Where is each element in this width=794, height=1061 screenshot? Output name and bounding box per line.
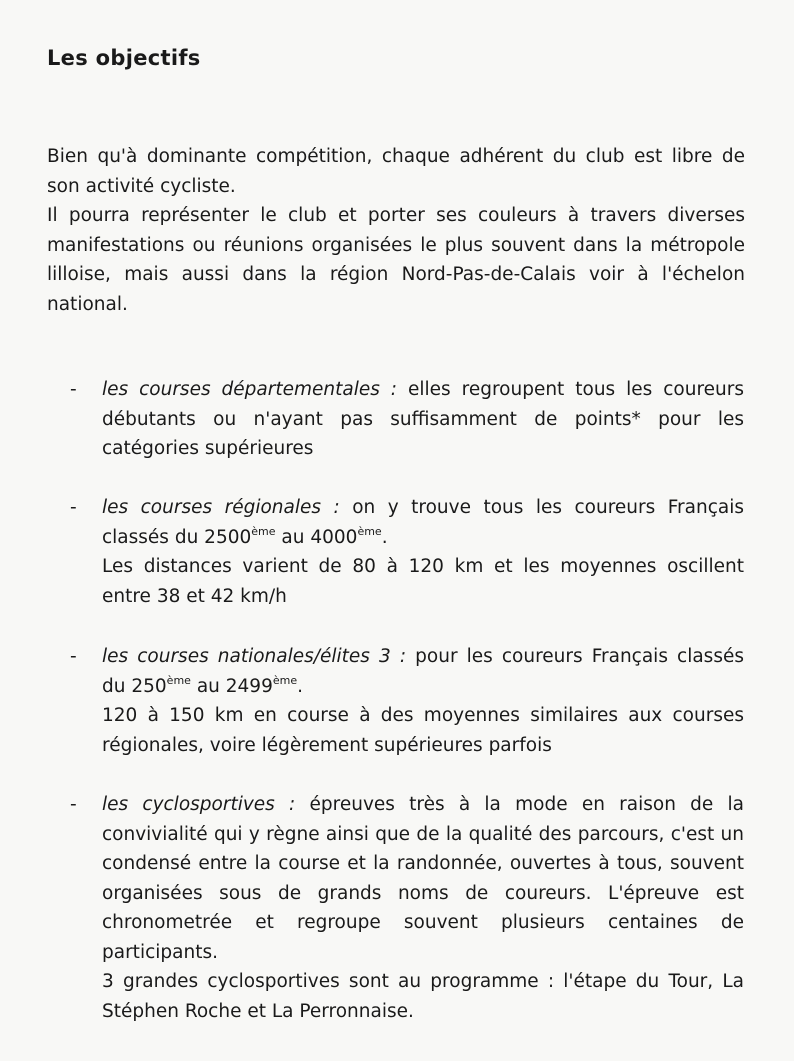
list-item-text-2: Les distances varient de 80 à 120 km et les moyennes oscillent entre 38 et 42 km/h [102, 556, 744, 607]
list-item-body [102, 642, 744, 760]
list-dash: - [70, 646, 77, 667]
term-description: épreuves très à la mode en raison de la convivialité qui y règne ainsi que de la qualité des parcours, c'est un condensé entre la course et la randonnée, ouvertes à tous, souvent organisées sous de grands noms de coureurs. L'épreuve est chronometrée et regroupe souvent plusieurs centaines de participants. [102, 794, 744, 963]
term-description-cont: au 4000 [275, 526, 358, 548]
intro-section [47, 142, 745, 319]
superscript: ème [251, 524, 276, 538]
term-description-end: . [297, 675, 303, 697]
page-title: Les objectifs [47, 46, 201, 70]
list-item-body [102, 790, 744, 1026]
term-description: elles regroupent tous les coureurs débutants ou n'ayant pas suffisamment de points* pour les catégories supérieures [102, 379, 744, 459]
superscript: ème [166, 673, 191, 687]
list-item-text-2: 3 grandes cyclosportives sont au programme : l'étape du Tour, La Stéphen Roche et La Perronnaise. [102, 971, 744, 1022]
term-label: les courses nationales/élites 3 : [102, 646, 407, 667]
term-description: pour les coureurs Français classés du 250 [102, 646, 744, 697]
list-item-text-2: 120 à 150 km en course à des moyennes similaires aux courses régionales, voire légèrement supérieures parfois [102, 705, 744, 756]
term-description: on y trouve tous les coureurs Français classés du 2500 [102, 497, 744, 548]
list-dash: - [70, 379, 77, 400]
list-dash: - [70, 497, 77, 518]
list-item-text [102, 493, 744, 552]
intro-paragraph-1: Bien qu'à dominante compétition, chaque adhérent du club est libre de son activité cycliste. [47, 146, 745, 197]
intro-paragraph-2: Il pourra représenter le club et porter ses couleurs à travers diverses manifestations ou réunions organisées le plus souvent dans la métropole lilloise, mais aussi dans la région Nord-Pas-de-Calais voir à l'échelon national. [47, 205, 745, 315]
list-item-text [102, 790, 744, 967]
list-item-text [102, 375, 744, 464]
superscript: ème [272, 673, 298, 687]
list-dash: - [70, 794, 77, 815]
term-description-end: . [381, 526, 388, 548]
superscript: ème [357, 524, 382, 538]
term-label: les courses régionales : [102, 497, 340, 518]
term-label: les courses départementales : [102, 379, 398, 400]
list-item-body [102, 493, 744, 611]
term-description-cont: au 2499 [190, 675, 273, 697]
list-item-body [102, 375, 744, 464]
term-label: les cyclosportives : [102, 794, 296, 815]
list-item-text [102, 642, 744, 701]
